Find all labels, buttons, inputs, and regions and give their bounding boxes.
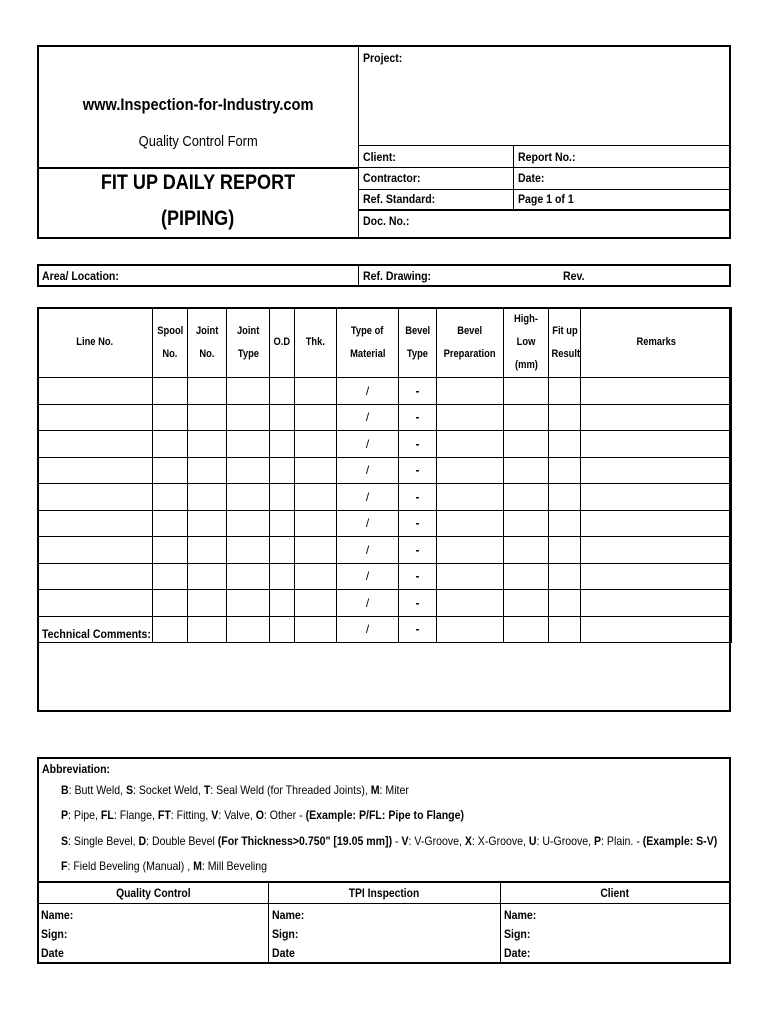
abbreviation-text: : Fitting,: [170, 808, 212, 822]
bevel-separator: -: [415, 622, 420, 637]
bevel-separator: -: [415, 595, 420, 610]
column-header-text: Thk.: [305, 336, 326, 348]
abbreviation-text: (Example: S-V): [642, 834, 718, 848]
material-separator: /: [365, 463, 370, 478]
signoff-title-client: Client: [600, 886, 630, 900]
column-header-text: Bevel: [457, 324, 483, 337]
report-title-line2: (PIPING): [161, 207, 235, 230]
report-title-line1: FIT UP DAILY REPORT: [100, 171, 296, 194]
abbreviation-text: : Socket Weld,: [133, 783, 204, 797]
bevel-separator: -: [415, 383, 420, 398]
signoff-title-tpi-inspection: TPI Inspection: [348, 886, 420, 900]
abbreviation-text: V: [401, 834, 409, 848]
abbreviation-text: : Valve,: [218, 808, 256, 822]
bevel-separator: -: [415, 516, 420, 531]
form-subtitle: Quality Control Form: [138, 133, 258, 150]
material-separator: /: [365, 569, 370, 584]
client-name-label: Name:: [504, 908, 537, 922]
abbreviation-text: -: [392, 834, 402, 848]
header-divider-client: [358, 167, 730, 168]
abbreviation-text: : Mill Beveling: [201, 859, 268, 873]
column-header-text: Type of: [351, 324, 384, 337]
abbreviation-text: M: [370, 783, 380, 797]
header-divider-right: [513, 145, 514, 210]
material-separator: /: [365, 595, 370, 610]
abbreviation-text: : Double Bevel: [146, 834, 218, 848]
tpi-date-label: Date: [272, 946, 295, 960]
abbreviation-text: P: [61, 808, 69, 822]
area-location-label: Area/ Location:: [42, 269, 119, 283]
column-header-text: (mm): [514, 359, 538, 371]
qc-sign-label: Sign:: [41, 927, 68, 941]
abbreviation-text: V: [211, 808, 219, 822]
project-label: Project:: [363, 51, 403, 65]
column-header-text: Line No.: [76, 336, 114, 348]
abbreviation-text: FL: [100, 808, 114, 822]
material-separator: /: [365, 516, 370, 531]
abbreviation-text: FT: [157, 808, 171, 822]
material-separator: /: [365, 489, 370, 504]
abbreviation-text: : Butt Weld,: [68, 783, 126, 797]
column-header-text: Result: [551, 347, 581, 360]
report-no-label: Report No.:: [518, 150, 576, 164]
bevel-separator: -: [415, 542, 420, 557]
abbreviation-line-beveling: [61, 859, 267, 873]
technical-comments-box: [37, 307, 731, 712]
technical-comments-label: Technical Comments:: [42, 627, 151, 641]
abbreviation-text: M: [193, 859, 202, 873]
abbreviation-text: : X-Groove,: [471, 834, 529, 848]
bevel-separator: -: [415, 410, 420, 425]
tpi-sign-label: Sign:: [272, 927, 299, 941]
column-header-text: No.: [162, 347, 178, 360]
abbreviation-text: : Seal Weld (for Threaded Joints),: [210, 783, 371, 797]
material-separator: /: [365, 542, 370, 557]
location-divider: [358, 265, 359, 286]
date-label: Date:: [518, 171, 545, 185]
page-label: Page 1 of 1: [518, 192, 574, 206]
abbreviation-text: U: [528, 834, 537, 848]
website-title: www.Inspection-for-Industry.com: [82, 95, 314, 114]
column-header-text: Joint: [236, 324, 260, 337]
bevel-separator: -: [415, 436, 420, 451]
ref-standard-label: Ref. Standard:: [363, 192, 436, 206]
abbreviation-text: : Miter: [379, 783, 409, 797]
column-header-text: Type: [237, 347, 259, 360]
column-header-text: Material: [349, 347, 386, 360]
doc-no-label: Doc. No.:: [363, 214, 410, 228]
abbreviation-text: : Pipe,: [68, 808, 101, 822]
client-sign-label: Sign:: [504, 927, 531, 941]
signoff-title-divider: [38, 903, 730, 904]
column-header-text: Bevel: [405, 324, 430, 337]
abbreviation-text: : Other -: [263, 808, 306, 822]
abbreviation-text: (Example: P/FL: Pipe to Flange): [305, 808, 465, 822]
column-header-text: Remarks: [636, 336, 676, 348]
contractor-label: Contractor:: [363, 171, 421, 185]
ref-drawing-label: Ref. Drawing:: [363, 269, 432, 283]
column-header-text: High-Low: [514, 313, 538, 348]
column-header-text: O.D: [273, 336, 291, 348]
abbreviation-text: (For Thickness>0.750" [19.05 mm]): [217, 834, 393, 848]
material-separator: /: [365, 410, 370, 425]
tpi-name-label: Name:: [272, 908, 305, 922]
abbreviation-text: : Field Beveling (Manual) ,: [67, 859, 194, 873]
material-separator: /: [365, 436, 370, 451]
abbreviation-text: F: [61, 859, 68, 873]
abbreviation-text: : U-Groove,: [536, 834, 595, 848]
abbreviation-text: X: [464, 834, 472, 848]
signoff-top-divider: [38, 881, 730, 883]
abbreviation-text: S: [125, 783, 134, 797]
abbreviation-line-weld: [61, 783, 409, 797]
header-divider-contractor: [358, 189, 730, 190]
abbreviation-text: : Flange,: [113, 808, 158, 822]
abbreviation-text: B: [61, 783, 69, 797]
material-separator: /: [365, 622, 370, 637]
abbreviation-line-bevel: [61, 834, 717, 848]
column-header-text: Type: [406, 347, 429, 360]
bevel-separator: -: [415, 569, 420, 584]
bevel-separator: -: [415, 463, 420, 478]
client-label: Client:: [363, 150, 396, 164]
bevel-separator: -: [415, 489, 420, 504]
qc-date-label: Date: [41, 946, 64, 960]
abbreviation-text: S: [61, 834, 69, 848]
client-date-label: Date:: [504, 946, 531, 960]
abbreviation-text: T: [203, 783, 211, 797]
header-divider-project: [358, 145, 730, 146]
column-header-text: No.: [199, 347, 215, 360]
column-header-text: Fit up: [551, 324, 578, 337]
abbreviation-text: D: [138, 834, 147, 848]
column-header-text: Spool: [157, 324, 183, 337]
column-header-text: Joint: [195, 324, 219, 337]
abbreviation-text: O: [255, 808, 264, 822]
material-separator: /: [365, 383, 370, 398]
abbreviation-line-material: [61, 808, 464, 822]
qc-name-label: Name:: [41, 908, 74, 922]
abbreviation-text: : V-Groove,: [408, 834, 465, 848]
signoff-title-quality-control: Quality Control: [115, 886, 191, 900]
column-header-text: Preparation: [444, 347, 496, 360]
abbreviation-text: P: [594, 834, 602, 848]
header-divider-refstd: [358, 209, 730, 211]
rev-label: Rev.: [563, 269, 585, 283]
abbreviation-text: : Plain. -: [601, 834, 643, 848]
header-divider-title: [38, 167, 358, 169]
abbreviation-text: : Single Bevel,: [68, 834, 139, 848]
abbreviation-title: Abbreviation:: [42, 762, 111, 776]
